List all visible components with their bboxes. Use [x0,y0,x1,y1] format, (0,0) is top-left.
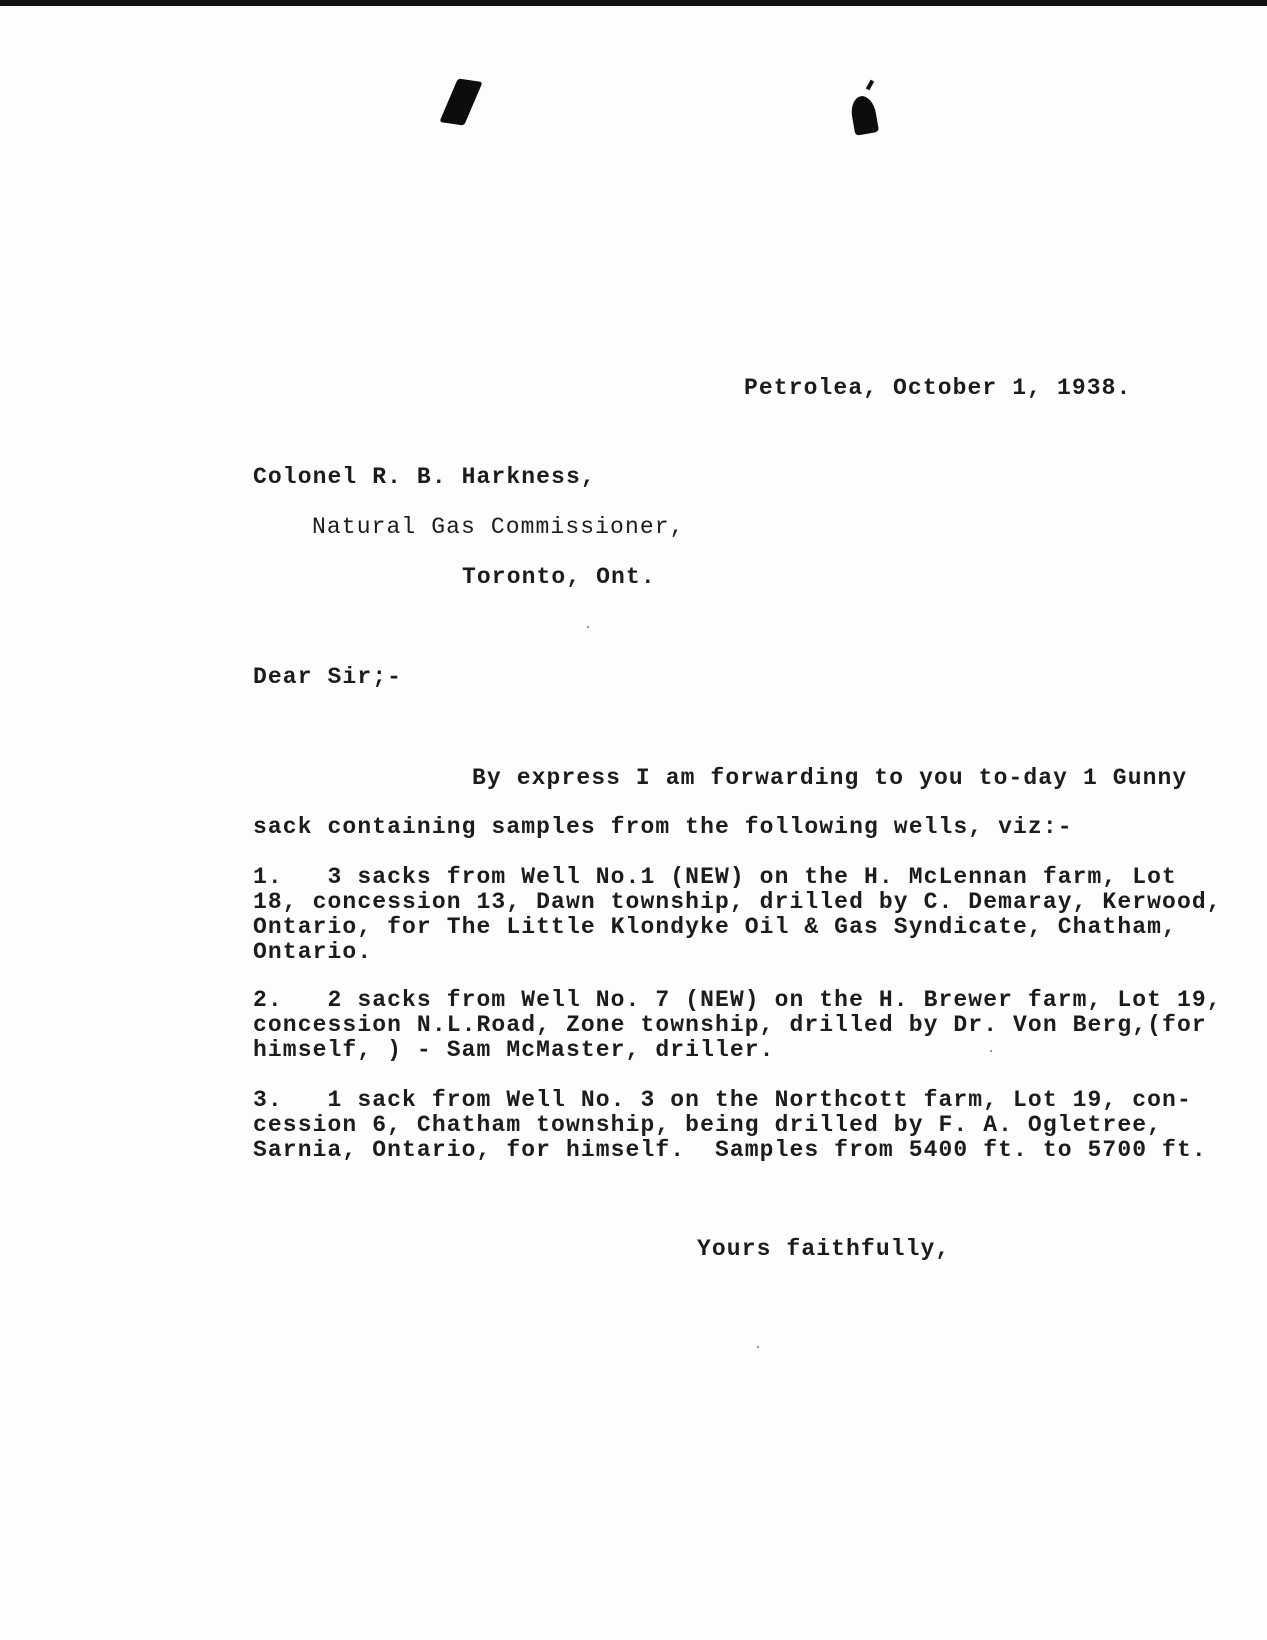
well-item-line: 18, concession 13, Dawn township, drilled by C. Demaray, Kerwood, [253,889,1222,915]
well-item-line: 3. 1 sack from Well No. 3 on the Northcott farm, Lot 19, con- [253,1087,1192,1113]
well-item-line: 1. 3 sacks from Well No.1 (NEW) on the H. McLennan farm, Lot [253,864,1177,890]
closing: Yours faithfully, [697,1236,951,1262]
page-top-edge [0,0,1267,6]
well-item-line: cession 6, Chatham township, being drilled by F. A. Ogletree, [253,1112,1163,1138]
well-item-line: 2. 2 sacks from Well No. 7 (NEW) on the H. Brewer farm, Lot 19, [253,987,1222,1013]
well-item-line: himself, ) - Sam McMaster, driller. [253,1037,775,1063]
letter-date: Petrolea, October 1, 1938. [744,375,1132,401]
punch-hole-mark-left [439,78,482,125]
punch-hole-mark-right [849,94,879,136]
paper-speck [990,1050,992,1052]
well-item-3 [253,1088,1243,1163]
paper-speck [587,626,589,628]
well-item-line: concession N.L.Road, Zone township, drilled by Dr. Von Berg,(for [253,1012,1207,1038]
salutation: Dear Sir;- [253,664,403,690]
punch-hole-mark-right-tick [866,80,874,91]
well-item-line: Ontario, for The Little Klondyke Oil & Gas Syndicate, Chatham, [253,914,1177,940]
recipient-city: Toronto, Ont. [462,564,656,590]
recipient-title: Natural Gas Commissioner, [312,514,685,540]
well-item-line: Ontario. [253,939,373,965]
well-item-1 [253,865,1243,965]
well-item-line: Sarnia, Ontario, for himself. Samples from 5400 ft. to 5700 ft. [253,1137,1207,1163]
intro-line-2: sack containing samples from the following wells, viz:- [253,814,1073,840]
well-item-2 [253,988,1243,1063]
paper-speck [757,1346,759,1348]
intro-line-1: By express I am forwarding to you to-day 1 Gunny [472,765,1188,791]
recipient-name: Colonel R. B. Harkness, [253,464,596,490]
